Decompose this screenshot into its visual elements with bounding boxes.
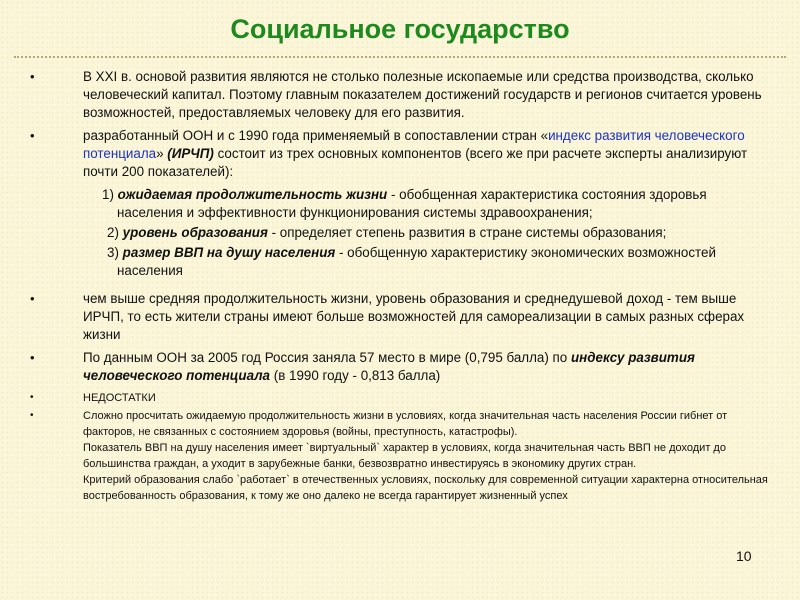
component-term: ожидаемая продолжительность жизни (117, 187, 388, 202)
bullet-marker: • (30, 350, 35, 365)
hdi-abbreviation: (ИРЧП) (167, 146, 214, 161)
component-number: 1) (102, 187, 118, 202)
component-number: 3) (107, 245, 123, 260)
bullet-text: чем выше средняя продолжительность жизни, уровень образования и среднедушевой доход - тем выше ИРЧП, то есть жители страны имеют больше возможностей для самореализации в самых разных сферах жизни (83, 291, 745, 342)
component-education (0, 224, 767, 242)
component-description: - обобщенную характеристику экономических возможностей населения (117, 245, 716, 278)
bullet-marker: • (30, 69, 35, 84)
bullet-hdi-meaning (0, 290, 775, 344)
bullet-russia-rank (0, 349, 775, 385)
component-description: - определяет степень развития в стране системы образования; (267, 225, 667, 240)
component-description: - обобщенная характеристика состояния здоровья населения и эффективности функционирования системы здравоохранения; (117, 187, 707, 220)
slide-title: Социальное государство (230, 14, 570, 44)
component-number: 2) (107, 225, 123, 240)
component-term: уровень образования (122, 225, 268, 240)
hdi-term: индекс развития человеческого потенциала (83, 128, 745, 161)
bullet-drawbacks-heading (0, 390, 775, 406)
bullet-text-part: состоит из трех основных компонентов (всего же при расчете эксперты анализируют почти 200 показателей): (83, 146, 748, 179)
hdi-term-italic: индексу развития человеческого потенциала (83, 350, 695, 383)
drawback-life-expectancy: Сложно просчитать ожидаемую продолжительность жизни в условиях, когда значительная часть населения России гибнет от факторов, не связанных с состоянием здоровья (войны, преступность, катастрофы). (83, 410, 728, 438)
bullet-human-capital (0, 68, 775, 122)
bullet-marker: • (30, 128, 35, 143)
component-term: размер ВВП на душу населения (122, 245, 336, 260)
slide-content (0, 68, 800, 506)
bullet-text-part: » (156, 146, 168, 161)
page-number: 10 (736, 548, 752, 564)
bullet-drawbacks-details (0, 408, 775, 504)
title-divider (14, 56, 786, 58)
drawback-education: Критерий образования слабо `работает` в отечественных условиях, поскольку для современной ситуации характерна относительная востребованность образования, к тому же оно далеко не всегда гарантирует жизненный успех (83, 474, 768, 502)
bullet-text-part: разработанный ООН и с 1990 года применяемый в сопоставлении стран « (83, 128, 549, 143)
bullet-marker: • (30, 410, 34, 421)
component-life-expectancy (0, 186, 767, 222)
bullet-text-part: По данным ООН за 2005 год Россия заняла 57 место в мире (0,795 балла) по (83, 350, 571, 365)
bullet-text: В XXI в. основой развития являются не столько полезные ископаемые или средства производства, сколько человеческий капитал. Поэтому главным показателем достижений государств и регионов считается уровень возможностей, предоставляемых человеку для его развития. (83, 69, 762, 120)
bullet-hdi-definition (0, 127, 775, 181)
bullet-text: НЕДОСТАТКИ (83, 392, 156, 404)
hdi-components-list (0, 186, 800, 280)
bullet-text-part: (в 1990 году - 0,813 балла) (270, 368, 441, 383)
bullet-marker: • (30, 392, 34, 403)
bullet-marker: • (30, 291, 35, 306)
component-gdp (0, 244, 767, 280)
drawback-gdp: Показатель ВВП на душу населения имеет `виртуальный` характер в условиях, когда значительная часть ВВП не доходит до большинства граждан, а уходит в зарубежные банки, безвозвратно инвестируясь в экономику других стран. (83, 442, 726, 470)
